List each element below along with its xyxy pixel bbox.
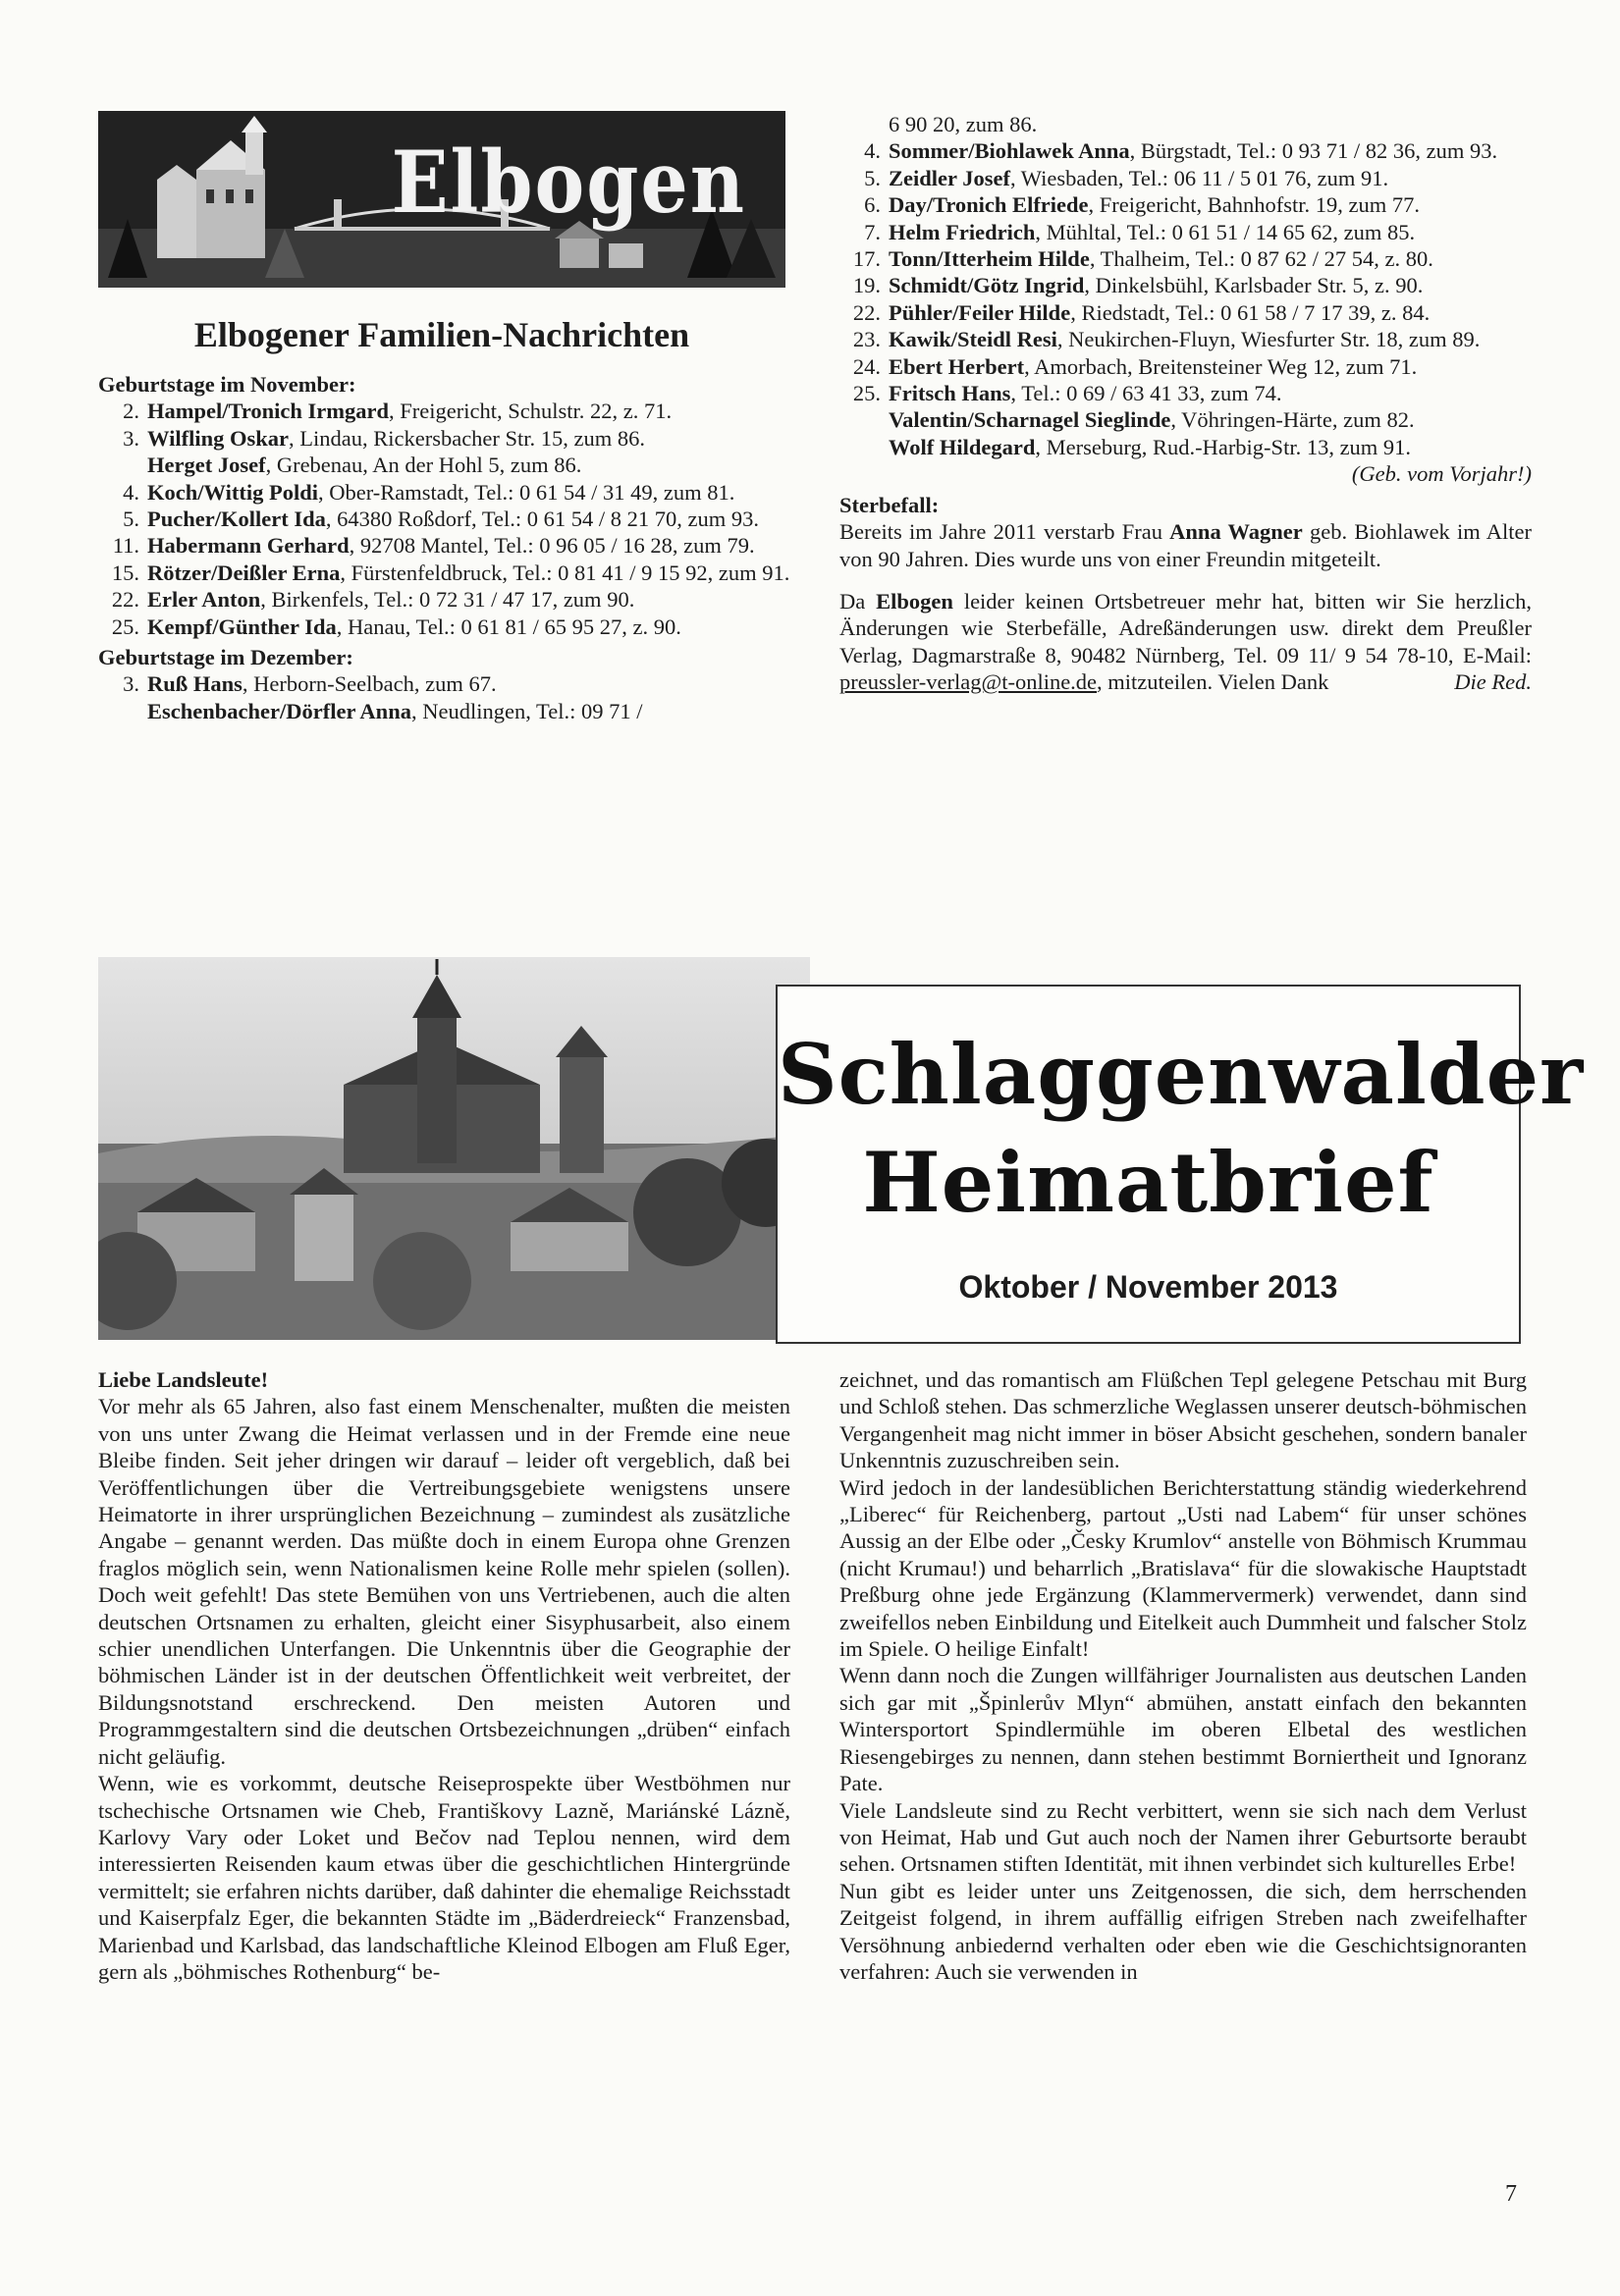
entry-name: Helm Friedrich <box>889 219 1036 244</box>
entry-name: Zeidler Josef <box>889 165 1010 190</box>
entry-details: , Lindau, Rickersbacher Str. 15, zum 86. <box>289 425 646 451</box>
article-paragraph: Wird jedoch in der landesüblichen Berichterstattung ständig wiederkehrend „Liberec“ für Reichenberg, partout „Usti nad Labem“ für unser schönes Aussig an der Elbe oder „Česky Krumlov“ anstelle von Böhmisch Krummau (nicht Krumau!) und beharrlich „Bratislava“ für die slowakische Hauptstadt Preßburg ohne jede Ergänzung (Klammervermerk) verwendet, dann sind zweifellos neben Einbildung und Eitelkeit auch Dummheit und falscher Stolz im Spiele. O heilige Einfalt! <box>839 1474 1527 1662</box>
entry-name: Herget Josef <box>147 453 266 478</box>
heimatbrief-masthead <box>776 985 1585 1344</box>
entry-details: , 92708 Mantel, Tel.: 0 96 05 / 16 28, zum 79. <box>349 533 755 559</box>
entry-name: Pühler/Feiler Hilde <box>889 299 1071 325</box>
december-list <box>98 670 795 724</box>
entry-name: Rötzer/Deißler Erna <box>147 560 341 585</box>
previous-year-note: (Geb. vom Vorjahr!) <box>1351 461 1532 487</box>
entry-day <box>839 406 889 433</box>
entry-text <box>147 670 795 697</box>
entry-day <box>839 434 889 460</box>
entry-name: Fritsch Hans <box>889 381 1011 406</box>
entry-details: , Amorbach, Breitensteiner Weg 12, zum 71. <box>1024 353 1418 379</box>
entry-day: 15. <box>111 560 139 585</box>
church-photo-illustration <box>98 957 810 1340</box>
entry-text <box>147 398 795 424</box>
birthday-entry <box>839 406 1532 433</box>
december-continued: 6 90 20, zum 86. <box>889 112 1038 136</box>
entry-text <box>889 299 1532 326</box>
notice-text-a: Da <box>839 588 877 614</box>
birthday-entry <box>839 353 1532 380</box>
entry-day: 4. <box>864 138 881 164</box>
entry-day: 25. <box>111 614 139 639</box>
entry-day: 19. <box>852 273 881 298</box>
entry-details: , Tel.: 0 69 / 63 41 33, zum 74. <box>1010 381 1282 406</box>
entry-details: , Fürstenfeldbruck, Tel.: 0 81 41 / 9 15 92, zum 91. <box>340 560 790 585</box>
entry-text <box>889 137 1532 164</box>
entry-text <box>889 434 1532 460</box>
entry-day: 4. <box>123 479 139 505</box>
article-paragraph: Viele Landsleute sind zu Recht verbittert, wenn sie sich nach dem Verlust von Heimat, Hab und Gut auch noch der Namen ihrer Geburtsorte beraubt sehen. Ortsnamen stiften Identität, mit ihnen verbindet sich kulturelles Erbe! <box>839 1797 1527 1877</box>
sterbefall-text-a: Bereits im Jahre 2011 verstarb Frau <box>839 519 1170 545</box>
entry-details: , Hanau, Tel.: 0 61 81 / 65 95 27, z. 90. <box>336 614 681 639</box>
entry-details: , Neukirchen-Fluyn, Wiesfurter Str. 18, zum 89. <box>1056 327 1481 352</box>
entry-day: 5. <box>864 165 881 190</box>
entry-day: 7. <box>864 219 881 244</box>
entry-details: , Ober-Ramstadt, Tel.: 0 61 54 / 31 49, zum 81. <box>317 479 735 505</box>
birthdays-left-column <box>98 371 795 724</box>
entry-name: Kempf/Günther Ida <box>147 614 337 639</box>
article-paragraph: Wenn, wie es vorkommt, deutsche Reiseprospekte über Westböhmen nur tschechische Ortsnamen wie Cheb, Františkovy Lazně, Mariánské Lázně, Karlovy Vary oder Loket und Bečov nad Teplou nennen, wird dem interessierten Reisenden kaum etwas über die geschichtlichen Hintergründe vermittelt; sie erfahren nichts darüber, daß dahinter die ehemalige Reichsstadt und Kaiserpfalz Eger, die bekannten Städte im „Bäderdreieck“ Franzensbad, Marienbad und Karlsbad, das landschaftliche Kleinod Elbogen am Fluß Eger, gern als „böhmisches Rothenburg“ be- <box>98 1771 790 1984</box>
entry-details: , Mühltal, Tel.: 0 61 51 / 14 65 62, zum 85. <box>1035 219 1416 244</box>
email-link[interactable]: preussler-verlag@t-online.de <box>839 669 1098 695</box>
town-photo <box>98 957 810 1340</box>
entry-day: 2. <box>123 399 139 424</box>
birthday-entry <box>839 272 1532 298</box>
november-list <box>98 398 795 640</box>
entry-text <box>889 380 1532 406</box>
notice-text-b: leider keinen Ortsbetreuer mehr hat, bitten wir Sie herzlich, Änderungen wie Sterbefälle, Adreßänderungen usw. direkt dem Preußler Verlag, Dagmarstraße 8, 90482 Nürnberg, Tel. 09 11/ 9 54 78-10, E-Mail: <box>839 588 1532 667</box>
birthday-entry <box>839 299 1532 326</box>
birthday-entry <box>839 326 1532 352</box>
entry-day: 5. <box>123 507 139 532</box>
notice-signature: Die Red. <box>1454 669 1532 695</box>
birthday-entry <box>98 425 795 452</box>
birthday-entry <box>839 245 1532 272</box>
entry-text <box>147 452 795 478</box>
entry-name: Ebert Herbert <box>889 353 1025 379</box>
entry-day: 3. <box>123 671 139 697</box>
entry-day: 6. <box>864 192 881 218</box>
birthday-entry <box>839 434 1532 460</box>
entry-name: Hampel/Tronich Irmgard <box>147 399 390 424</box>
entry-name: Schmidt/Götz Ingrid <box>889 273 1085 298</box>
entry-text <box>889 326 1532 352</box>
december-heading: Geburtstage im Dezember: <box>98 645 353 670</box>
entry-details: , Birkenfels, Tel.: 0 72 31 / 47 17, zum 90. <box>260 587 635 613</box>
entry-details: , Freigericht, Bahnhofstr. 19, zum 77. <box>1088 192 1420 218</box>
entry-day: 24. <box>852 353 881 379</box>
entry-name: Kawik/Steidl Resi <box>889 327 1057 352</box>
entry-details: , Neudlingen, Tel.: 09 71 / <box>410 698 643 723</box>
entry-name: Sommer/Biohlawek Anna <box>889 138 1130 164</box>
entry-text <box>147 560 795 586</box>
entry-name: Erler Anton <box>147 587 261 613</box>
november-heading: Geburtstage im November: <box>98 372 356 397</box>
entry-text <box>147 532 795 559</box>
entry-text <box>889 219 1532 245</box>
entry-name: Koch/Wittig Poldi <box>147 479 318 505</box>
article-right-column <box>839 1366 1527 1985</box>
article-greeting: Liebe Landsleute! <box>98 1367 269 1392</box>
article-paragraph: Wenn dann noch die Zungen willfähriger Journalisten aus deutschen Landen sich gar mit „Špinlerův Mlyn“ abmühen, anstatt einfach den bekannten Wintersportort Spindlermühle im oberen Elbetal des westlichen Riesengebirges zu nennen, dann stehen bestimmt Borniertheit und Ignoranz Pate. <box>839 1663 1527 1796</box>
birthday-entry <box>839 219 1532 245</box>
birthday-entry <box>98 452 795 478</box>
entry-day: 17. <box>852 246 881 272</box>
sterbefall-heading: Sterbefall: <box>839 492 940 517</box>
entry-details: , Freigericht, Schulstr. 22, z. 71. <box>389 399 673 424</box>
entry-details: , Herborn-Seelbach, zum 67. <box>242 671 497 697</box>
entry-text <box>147 614 795 640</box>
entry-text <box>147 506 795 532</box>
birthday-entry <box>98 560 795 586</box>
birthday-entry <box>98 398 795 424</box>
entry-details: , Merseburg, Rud.-Harbig-Str. 13, zum 91. <box>1035 434 1412 459</box>
entry-text <box>889 272 1532 298</box>
banner-title: Elbogen <box>391 132 746 233</box>
birthday-entry <box>98 532 795 559</box>
birthday-entry <box>98 586 795 613</box>
entry-name: Eschenbacher/Dörfler Anna <box>147 698 411 723</box>
entry-day: 22. <box>852 299 881 325</box>
birthday-entry <box>98 670 795 697</box>
entry-text <box>147 698 795 724</box>
entry-day: 3. <box>123 425 139 451</box>
article-paragraph: Nun gibt es leider unter uns Zeitgenossen, die sich, dem herrschenden Zeitgeist folgend, in ihrem auffällig eifrigen Streben nach zweifelhafter Versöhnung anbiedernd verhalten oder eben wie die Geschichtsignoranten verfahren: Auch sie verwenden in <box>839 1878 1527 1984</box>
entry-details: , Vöhringen-Härte, zum 82. <box>1170 407 1415 433</box>
birthday-entry <box>98 614 795 640</box>
sterbefall-text-b: geb. Biohlawek im Alter von 90 Jahren. Dies wurde uns von einer Freundin mitgeteilt. <box>839 519 1532 571</box>
notice-place: Elbogen <box>876 588 953 614</box>
entry-day: 22. <box>111 587 139 613</box>
issue-date: Oktober / November 2013 <box>958 1269 1338 1305</box>
contact-notice <box>839 588 1532 696</box>
entry-day: 23. <box>852 327 881 352</box>
entry-name: Tonn/Itterheim Hilde <box>889 246 1090 272</box>
entry-details: , Thalheim, Tel.: 0 87 62 / 27 54, z. 80. <box>1089 246 1433 272</box>
entry-text <box>889 406 1532 433</box>
entry-details: , Riedstadt, Tel.: 0 61 58 / 7 17 39, z. 84. <box>1070 299 1431 325</box>
sterbefall-text <box>839 518 1532 572</box>
article-paragraph: zeichnet, und das romantisch am Flüßchen Tepl gelegene Petschau mit Burg und Schloß stehen. Das schmerzliche Weglassen unserer deutsch-böhmischen Vergangenheit mag nicht immer in böser Absicht geschehen, sondern banaler Unkenntnis zuzuschreiben sein. <box>839 1367 1527 1473</box>
elbogen-banner <box>98 111 785 288</box>
entry-details: , 64380 Roßdorf, Tel.: 0 61 54 / 8 21 70, zum 93. <box>325 507 759 532</box>
masthead-title-line2: Heimatbrief <box>862 1134 1434 1231</box>
article-paragraph: Vor mehr als 65 Jahren, also fast einem Menschenalter, mußten die meisten von uns unter Zwang die Heimat verlassen und in der Fremde eine neue Bleibe finden. Seit jeher dringen wir darauf – leider oft vergeblich, daß bei Veröffentlichungen über die Vertreibungsgebiete wenigstens unsere Heimatorte in ihrer ursprünglichen Bezeichnung – zumindest als zusätzliche Angabe – genannt werden. Das müßte doch in einem Europa ohne Grenzen fraglos möglich sein, wenn Nationalismen keine Rolle mehr spielen (sollen). Doch weit gefehlt! Das stete Bemühen von uns Vertriebenen, auch die alten deutschen Ortsnamen zu erhalten, gleicht einer Sisyphusarbeit, also einem schier unendlichen Unterfangen. Die Unkenntnis über die Geographie der böhmischen Länder ist in der deutschen Öffentlichkeit weit verbreitet, der Bildungsnotstand erschreckend. Den meisten Autoren und Programmgestaltern sind die deutschen Ortsbezeichnungen „drüben“ einfach nicht geläufig. <box>98 1394 790 1769</box>
entry-text <box>889 165 1532 191</box>
birthday-entry <box>839 380 1532 406</box>
entry-text <box>147 479 795 506</box>
entry-name: Pucher/Kollert Ida <box>147 507 326 532</box>
entry-text <box>889 245 1532 272</box>
section-heading: Elbogener Familien-Nachrichten <box>193 315 690 354</box>
birthday-entry <box>839 137 1532 164</box>
birthday-entry <box>98 698 795 724</box>
entry-details: , Grebenau, An der Hohl 5, zum 86. <box>265 453 582 478</box>
entry-name: Wolf Hildegard <box>889 434 1036 459</box>
entry-details: , Wiesbaden, Tel.: 06 11 / 5 01 76, zum 91. <box>1009 165 1389 190</box>
entry-name: Habermann Gerhard <box>147 533 350 559</box>
entry-text <box>147 586 795 613</box>
entry-day <box>98 452 147 478</box>
entry-day: 11. <box>112 533 139 559</box>
entry-day: 25. <box>852 381 881 406</box>
entry-text <box>147 425 795 452</box>
entry-text <box>889 353 1532 380</box>
entry-text <box>889 191 1532 218</box>
entry-details: , Dinkelsbühl, Karlsbader Str. 5, z. 90. <box>1084 273 1424 298</box>
entry-name: Wilfling Oskar <box>147 425 289 451</box>
birthdays-right-column <box>839 111 1532 696</box>
entry-name: Day/Tronich Elfriede <box>889 192 1089 218</box>
december-list-continued <box>839 137 1532 460</box>
birthday-entry <box>98 506 795 532</box>
entry-details: , Bürgstadt, Tel.: 0 93 71 / 82 36, zum 93. <box>1129 138 1498 164</box>
entry-day <box>98 698 147 724</box>
page-number: 7 <box>1505 2181 1517 2207</box>
notice-text-c: , mitzuteilen. Vielen Dank <box>1097 669 1329 695</box>
birthday-entry <box>839 165 1532 191</box>
article-left-column <box>98 1366 790 1985</box>
deceased-name: Anna Wagner <box>1169 519 1303 545</box>
entry-name: Valentin/Scharnagel Sieglinde <box>889 407 1171 433</box>
birthday-entry <box>839 191 1532 218</box>
birthday-entry <box>98 479 795 506</box>
masthead-title-line1: Schlaggenwalder <box>778 1026 1585 1123</box>
entry-name: Ruß Hans <box>147 671 243 697</box>
